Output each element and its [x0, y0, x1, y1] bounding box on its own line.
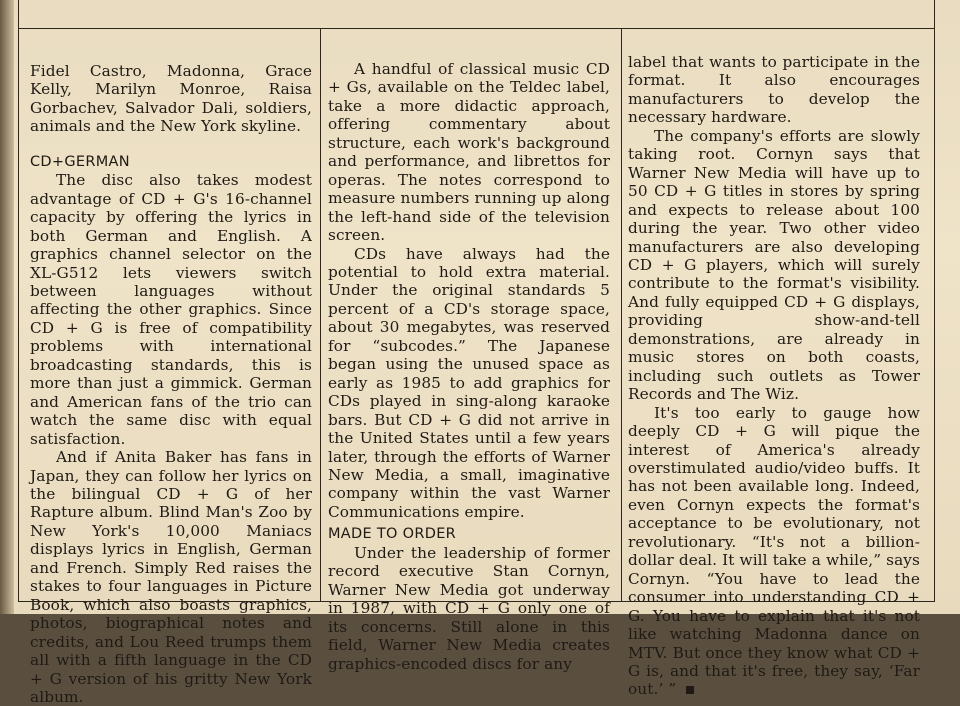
paragraph: The company's efforts are slowly taking root. Cornyn says that Warner New Media will have up to 50 CD + G titles in stores by spring and expects to release about 100 during the year. Two other video manufacturers are also developing CD + G players, which will surely contribute to the format's visibility. And fully equipped CD + G displays, providing show-and-tell demonstrations, are already in music stores on both coasts, including such outlets as Tower Records and The Wiz. — [628, 126, 920, 404]
column-rule-2 — [621, 28, 622, 602]
section-heading: MADE TO ORDER — [328, 526, 457, 543]
text-column-1 — [30, 28, 312, 706]
text-column-2 — [328, 28, 610, 673]
page-edge-shadow — [0, 0, 14, 614]
paragraph: A handful of classical music CD + Gs, available on the Teldec label, take a more didactic approach, offering commentary about structure, each work's background and performance, and librettos for operas. The notes correspond to measure numbers running up along the left-hand side of the television screen. — [328, 60, 610, 245]
paragraph: label that wants to participate in the format. It also encourages manufacturers to develop the necessary hardware. — [628, 53, 920, 127]
paragraph-text: It's too early to gauge how deeply CD + G will pique the interest of America's already overstimulated audio/video buffs. It has not been available long. Indeed, even Cornyn expects the format's acceptance to be evolutionary, not revolutionary. “It's not a billion-dollar deal. It will take a while,” says Cornyn. “You have to lead the consumer into understanding CD + G. You have to explain that it's not like watching Madonna dance on MTV. But once they know what CD + G is, and that it's free, they say, ‘Far out.’ ” — [628, 403, 920, 699]
section-heading: CD+GERMAN — [30, 153, 130, 170]
paragraph: CDs have always had the potential to hold extra material. Under the original standards 5 percent of a CD's storage space, about 30 megabytes, was reserved for “subcodes.” The Japanese began using the unused space as early as 1985 to add graphics for CDs played in sing-along karaoke bars. But CD + G did not arrive in the United States until a few years later, through the efforts of Warner New Media, a small, imaginative company within the vast Warner Communications empire. — [328, 244, 610, 521]
paragraph — [628, 404, 920, 699]
paragraph: Under the leadership of former record executive Stan Cornyn, Warner New Media got underway in 1987, with CD + G only one of its concerns. Still alone in this field, Warner New Media creates graphics-encoded discs for any — [328, 543, 610, 673]
end-mark-icon — [686, 686, 694, 694]
text-column-3 — [628, 28, 920, 699]
paragraph: The disc also takes modest advantage of CD + G's 16-channel capacity by offering the lyrics in both German and English. A graphics channel selector on the XL-G512 lets viewers switch between languages without affecting the other graphics. Since CD + G is free of compatibility problems with international broadcasting standards, this is more than just a gimmick. German and American fans of the trio can watch the same disc with equal satisfaction. — [30, 171, 312, 448]
column-rule-1 — [320, 28, 321, 602]
paragraph: Fidel Castro, Madonna, Grace Kelly, Marilyn Monroe, Raisa Gorbachev, Salvador Dali, soldiers, animals and the New York skyline. — [30, 62, 312, 136]
paragraph: And if Anita Baker has fans in Japan, they can follow her lyrics on the bilingual CD + G of her Rapture album. Blind Man's Zoo by New York's 10,000 Maniacs displays lyrics in English, German and French. Simply Red raises the stakes to four languages in Picture Book, which also boasts graphics, photos, biographical notes and credits, and Lou Reed trumps them all with a fifth language in the CD + G version of his gritty New York album. — [30, 448, 312, 706]
article-box-top — [18, 0, 935, 28]
